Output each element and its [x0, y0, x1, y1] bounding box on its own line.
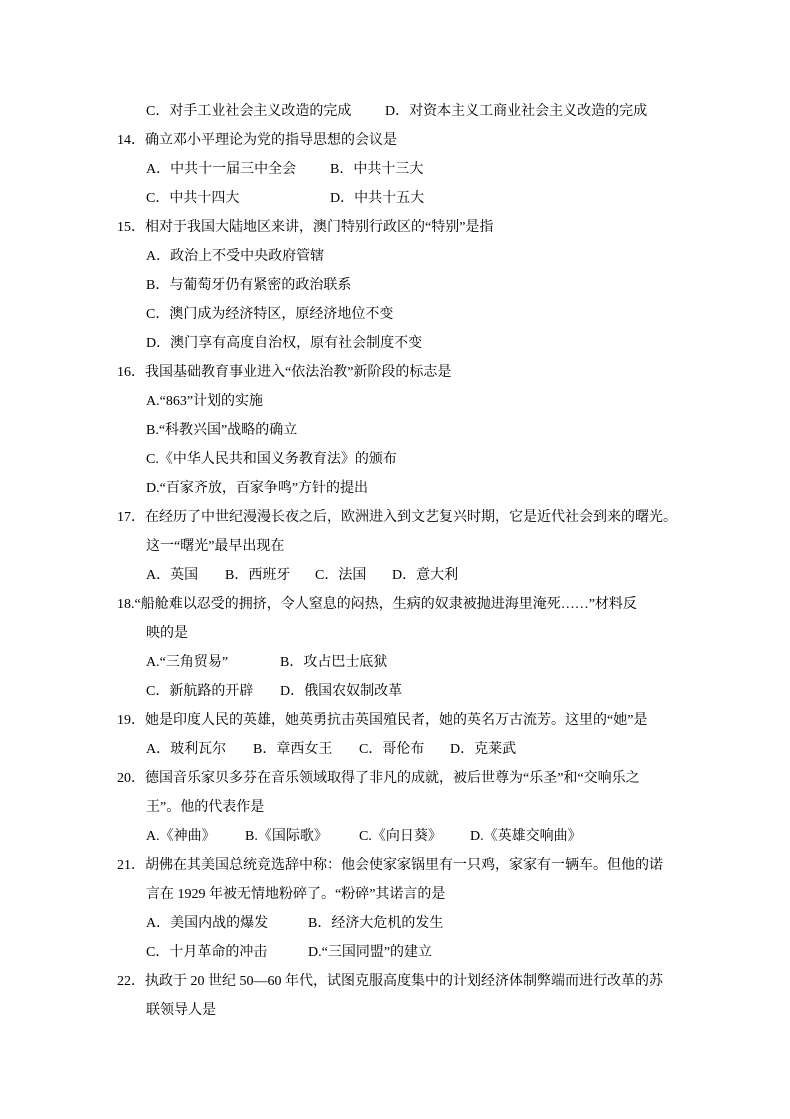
- q16-option-b: B.“科教兴国”战略的确立: [146, 423, 298, 438]
- q20-stem-part1: 20．德国音乐家贝多芬在音乐领域取得了非凡的成就，被后世尊为“乐圣”和“交响乐之: [117, 771, 640, 786]
- q15-stem: 15．相对于我国大陆地区来讲，澳门特别行政区的“特别”是指: [117, 220, 494, 235]
- q17-stem-line-1: [0, 503, 790, 532]
- q18-option-c: C．新航路的开辟: [146, 684, 254, 699]
- q15-option-a: A．政治上不受中央政府管辖: [146, 249, 325, 264]
- q15-option-d: D．澳门享有高度自治权，原有社会制度不变: [146, 336, 423, 351]
- q14-option-c: C．中共十四大: [146, 191, 240, 206]
- q16-option-b-line: [0, 416, 790, 445]
- q22-stem-line-2: [0, 996, 790, 1025]
- q16-option-c-line: [0, 445, 790, 474]
- q21-option-b: B．经济大危机的发生: [308, 916, 444, 931]
- q17-option-b: B．西班牙: [225, 568, 291, 583]
- q20-options-line: [0, 822, 790, 851]
- q20-stem-part2: 王”。他的代表作是: [146, 800, 265, 815]
- q21-options-ab-line: [0, 909, 790, 938]
- q20-option-c: C.《向日葵》: [359, 829, 442, 844]
- q19-option-b: B．章西女王: [253, 742, 333, 757]
- q14-options-ab-line: [0, 155, 790, 184]
- q16-option-d-line: [0, 474, 790, 503]
- q18-stem-line-1: [0, 590, 790, 619]
- q19-options-line: [0, 735, 790, 764]
- q19-option-a: A．玻利瓦尔: [146, 742, 227, 757]
- q17-options-line: [0, 561, 790, 590]
- q16-option-d: D.“百家齐放，百家争鸣”方针的提出: [146, 481, 369, 496]
- q15-option-c-line: [0, 300, 790, 329]
- q20-option-d: D.《英雄交响曲》: [470, 829, 582, 844]
- q20-stem-line-2: [0, 793, 790, 822]
- q15-option-b: B．与葡萄牙仍有紧密的政治联系: [146, 278, 352, 293]
- q20-stem-line-1: [0, 764, 790, 793]
- q21-option-d: D.“三国同盟”的建立: [308, 945, 433, 960]
- q13-option-c: C．对手工业社会主义改造的完成: [146, 104, 352, 119]
- q14-options-cd-line: [0, 184, 790, 213]
- q15-option-c: C．澳门成为经济特区，原经济地位不变: [146, 307, 394, 322]
- q19-stem: 19．她是印度人民的英雄，她英勇抗击英国殖民者，她的英名万古流芳。这里的“她”是: [117, 713, 648, 728]
- q18-option-d: D．俄国农奴制改革: [280, 684, 403, 699]
- q17-option-a: A．英国: [146, 568, 199, 583]
- q15-option-b-line: [0, 271, 790, 300]
- q21-stem-part2: 言在 1929 年被无情地粉碎了。“粉碎”其诺言的是: [146, 887, 446, 902]
- q18-stem-line-2: [0, 619, 790, 648]
- q15-option-d-line: [0, 329, 790, 358]
- q14-option-b: B．中共十三大: [330, 162, 424, 177]
- q18-option-a: A.“三角贸易”: [146, 655, 229, 670]
- q18-option-b: B．攻占巴士底狱: [280, 655, 388, 670]
- q18-options-cd-line: [0, 677, 790, 706]
- q19-option-d: D．克莱武: [450, 742, 517, 757]
- q21-option-c: C．十月革命的冲击: [146, 945, 268, 960]
- q18-options-ab-line: [0, 648, 790, 677]
- q22-stem-part2: 联领导人是: [146, 1003, 216, 1018]
- q15-stem-line: [0, 213, 790, 242]
- q14-option-d: D．中共十五大: [330, 191, 425, 206]
- q21-option-a: A．美国内战的爆发: [146, 916, 269, 931]
- q17-option-d: D．意大利: [392, 568, 459, 583]
- q14-stem: 14．确立邓小平理论为党的指导思想的会议是: [117, 133, 397, 148]
- q13-options-cd-line: [0, 97, 790, 126]
- q20-option-b: B.《国际歌》: [245, 829, 328, 844]
- q14-option-a: A．中共十一届三中全会: [146, 162, 297, 177]
- q16-option-a-line: [0, 387, 790, 416]
- q19-option-c: C．哥伦布: [359, 742, 425, 757]
- q18-stem-part1: 18.“船舱难以忍受的拥挤，令人窒息的闷热，生病的奴隶被抛进海里淹死……”材料反: [117, 597, 637, 612]
- q17-stem-part1: 17．在经历了中世纪漫漫长夜之后，欧洲进入到文艺复兴时期，它是近代社会到来的曙光。: [117, 510, 677, 525]
- q17-stem-line-2: [0, 532, 790, 561]
- q16-option-c: C.《中华人民共和国义务教育法》的颁布: [146, 452, 397, 467]
- q16-option-a: A.“863”计划的实施: [146, 394, 264, 409]
- q21-options-cd-line: [0, 938, 790, 967]
- q16-stem: 16．我国基础教育事业进入“依法治教”新阶段的标志是: [117, 365, 452, 380]
- q18-stem-part2: 映的是: [146, 626, 188, 641]
- q20-option-a: A.《神曲》: [146, 829, 216, 844]
- q21-stem-part1: 21．胡佛在其美国总统竞选辞中称：他会使家家锅里有一只鸡，家家有一辆车。但他的诺: [117, 858, 663, 873]
- q14-stem-line: [0, 126, 790, 155]
- q22-stem-part1: 22．执政于 20 世纪 50—60 年代，试图克服高度集中的计划经济体制弊端而进行改革的苏: [117, 974, 663, 989]
- q17-option-c: C．法国: [315, 568, 367, 583]
- q13-option-d: D．对资本主义工商业社会主义改造的完成: [385, 104, 648, 119]
- q19-stem-line: [0, 706, 790, 735]
- q21-stem-line-1: [0, 851, 790, 880]
- q15-option-a-line: [0, 242, 790, 271]
- q22-stem-line-1: [0, 967, 790, 996]
- q21-stem-line-2: [0, 880, 790, 909]
- q16-stem-line: [0, 358, 790, 387]
- q17-stem-part2: 这一“曙光”最早出现在: [146, 539, 285, 554]
